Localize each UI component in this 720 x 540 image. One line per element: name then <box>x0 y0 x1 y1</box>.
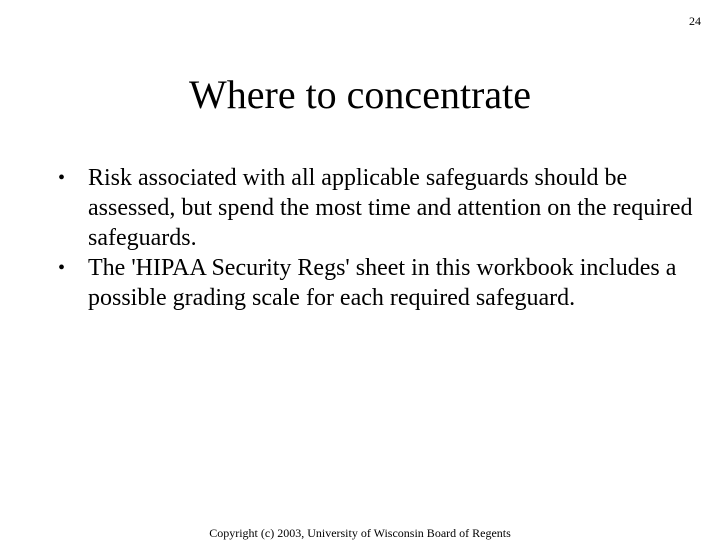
bullet-item <box>58 253 698 313</box>
bullet-text: Risk associated with all applicable safeguards should be assessed, but spend the most time and attention on the required safeguards. <box>88 165 693 251</box>
bullet-text: The 'HIPAA Security Regs' sheet in this workbook includes a possible grading scale for each required safeguard. <box>88 255 677 311</box>
bullet-list <box>58 163 698 313</box>
bullet-icon: • <box>58 167 66 189</box>
slide-title: Where to concentrate <box>188 72 531 117</box>
page-number: 24 <box>689 14 701 28</box>
bullet-item <box>58 163 698 253</box>
bullet-icon: • <box>58 257 66 279</box>
copyright-footer: Copyright (c) 2003, University of Wisconsin Board of Regents <box>209 526 511 540</box>
